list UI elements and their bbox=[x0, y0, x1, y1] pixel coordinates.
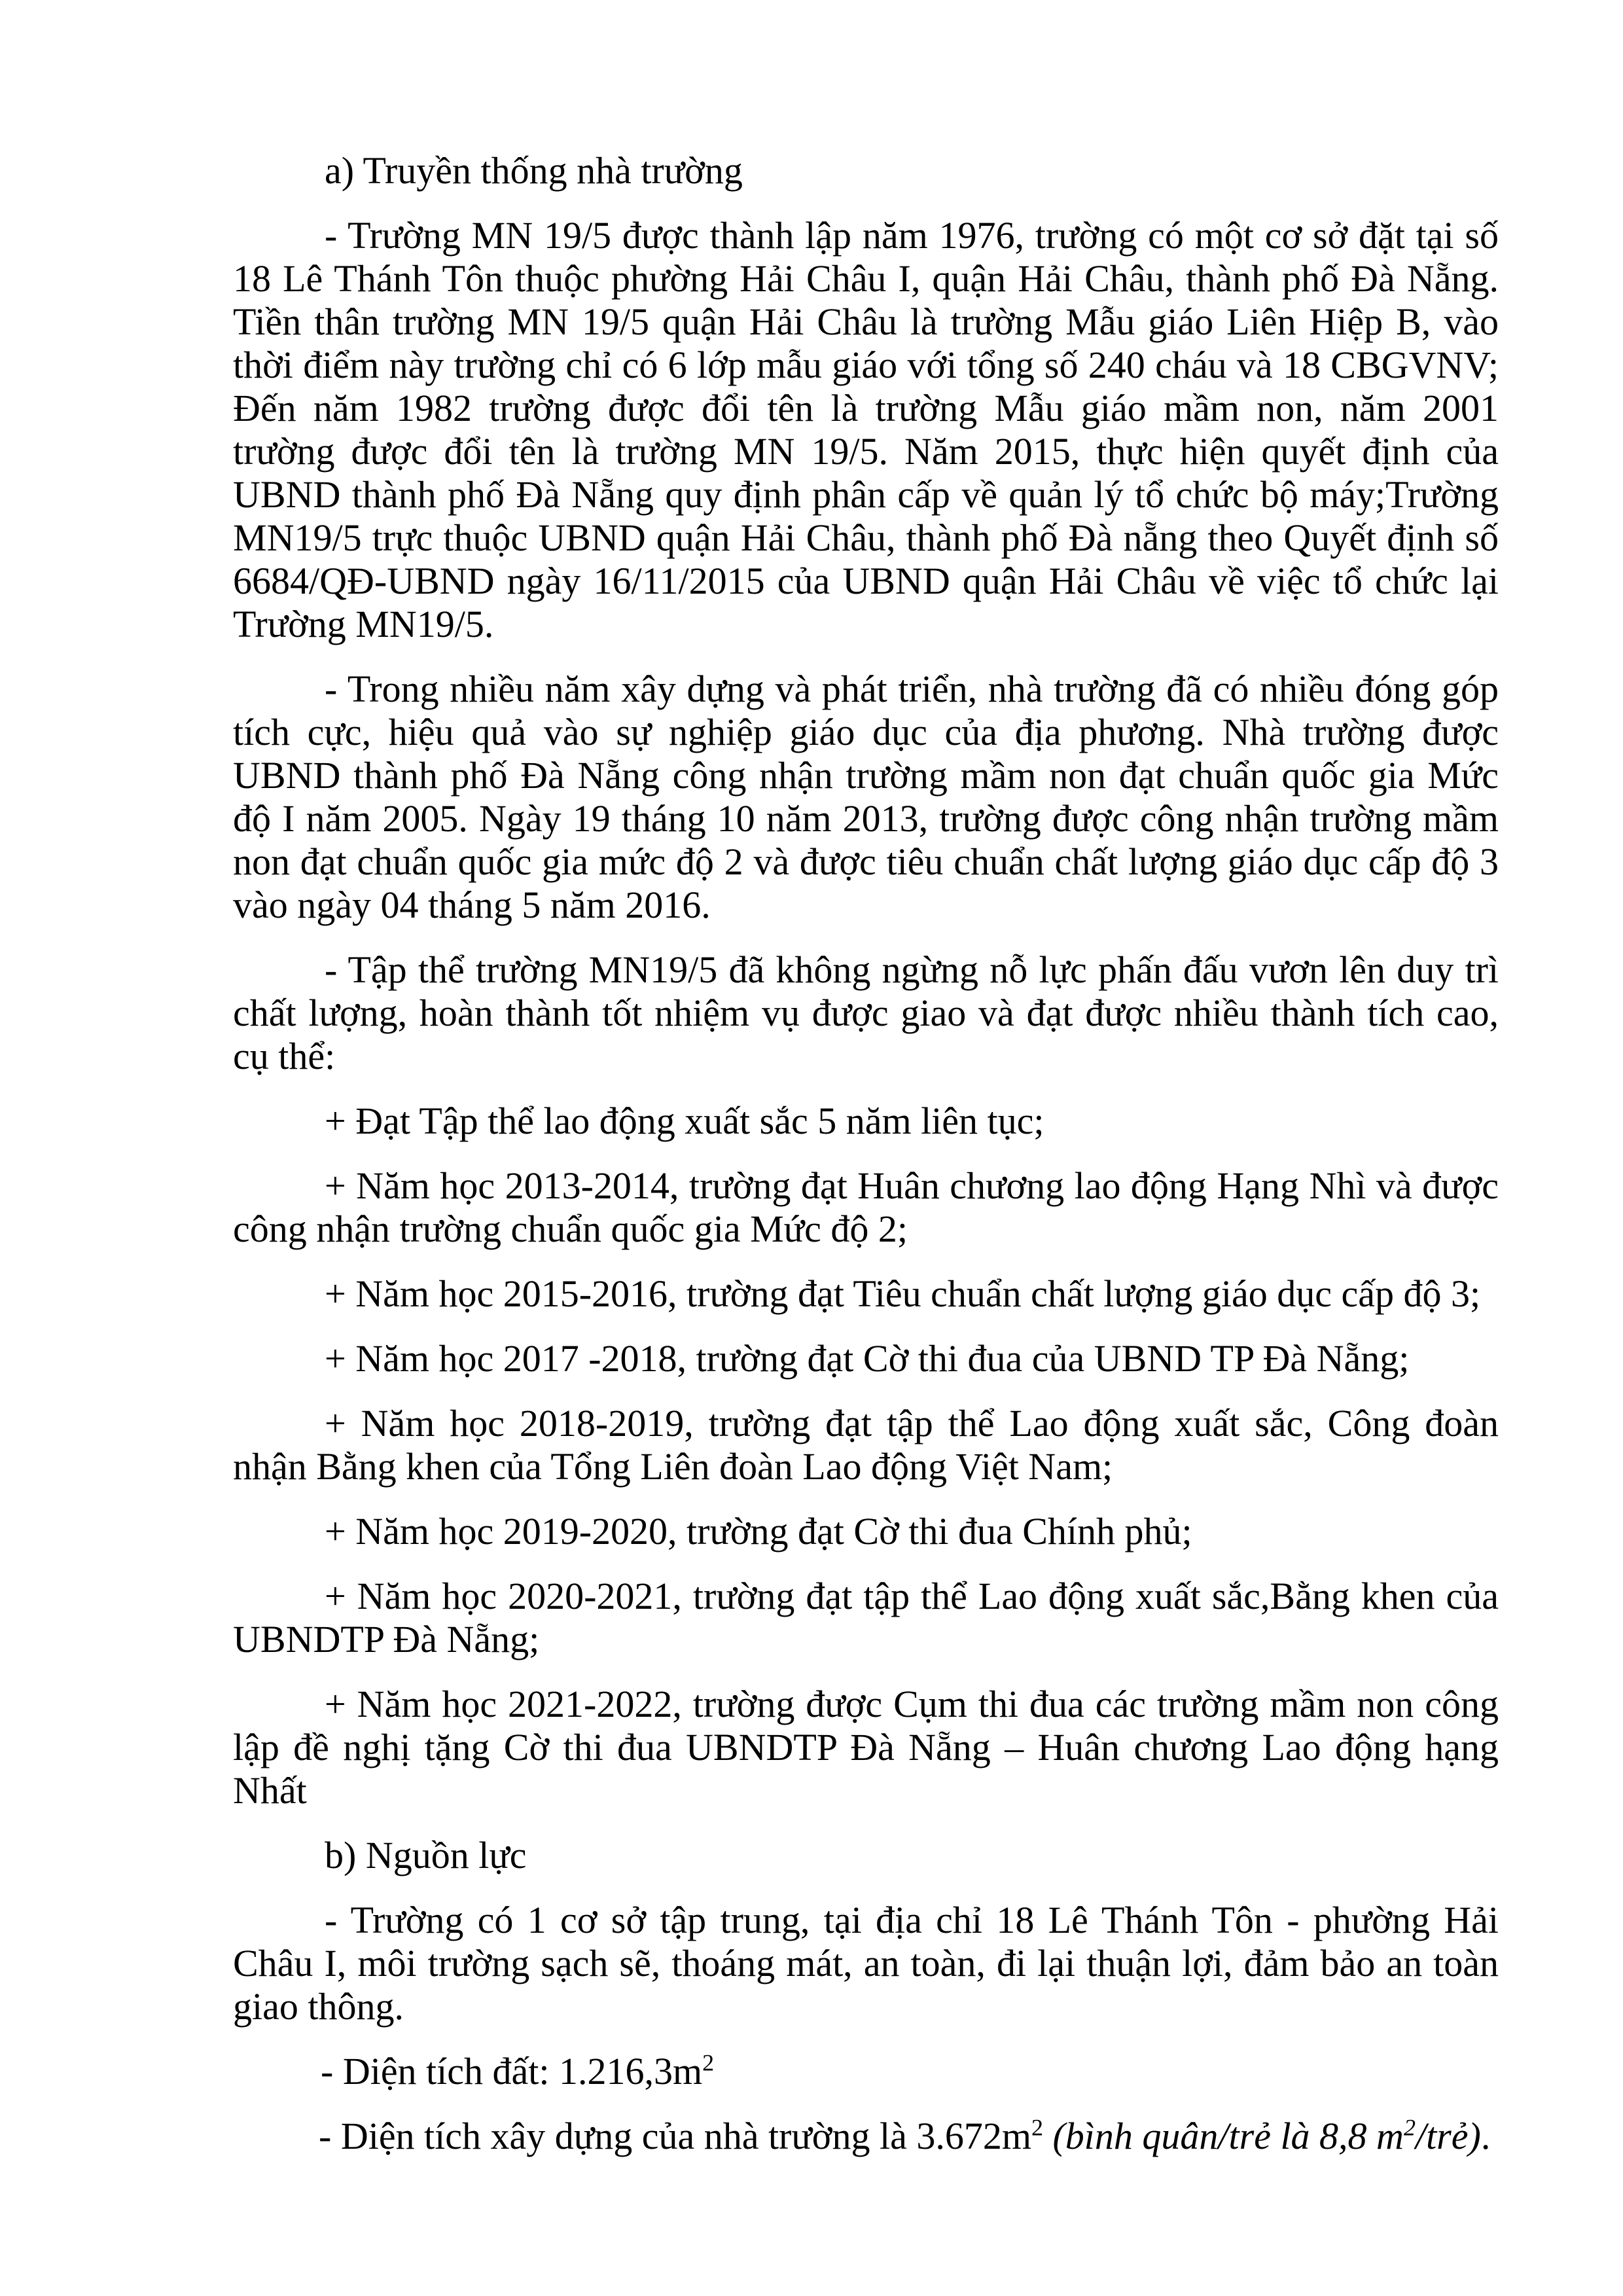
achievement-item: + Năm học 2020-2021, trường đạt tập thể Lao động xuất sắc,Bằng khen của UBNDTP Đà Nẵng; bbox=[233, 1575, 1499, 1660]
build-area-line bbox=[233, 2115, 1499, 2158]
achievement-item: + Năm học 2013-2014, trường đạt Huân chương lao động Hạng Nhì và được công nhận trường chuẩn quốc gia Mức độ 2; bbox=[233, 1164, 1499, 1250]
land-area-exponent: 2 bbox=[702, 2049, 715, 2076]
build-area-exponent: 2 bbox=[1031, 2114, 1043, 2141]
achievement-item: + Năm học 2021-2022, trường được Cụm thi đua các trường mầm non công lập đề nghị tặng Cờ thi đua UBNDTP Đà Nẵng – Huân chương Lao động hạng Nhất bbox=[233, 1683, 1499, 1812]
achievements-list bbox=[233, 1100, 1499, 1812]
section-b-heading: b) Nguồn lực bbox=[325, 1834, 527, 1876]
document-page bbox=[233, 149, 1499, 2179]
land-area-value: 1.216,3m bbox=[559, 2050, 703, 2092]
achievement-item: + Đạt Tập thể lao động xuất sắc 5 năm liên tục; bbox=[325, 1100, 1044, 1142]
achievement-item: + Năm học 2019-2020, trường đạt Cờ thi đua Chính phủ; bbox=[325, 1510, 1192, 1552]
achievements-intro-paragraph: - Tập thể trường MN19/5 đã không ngừng nỗ lực phấn đấu vươn lên duy trì chất lượng, hoàn thành tốt nhiệm vụ được giao và đạt được nhiều thành tích cao, cụ thể: bbox=[233, 948, 1499, 1077]
build-area-label: - Diện tích xây dựng của nhà trường là bbox=[319, 2115, 917, 2157]
achievement-item: + Năm học 2015-2016, trường đạt Tiêu chuẩn chất lượng giáo dục cấp độ 3; bbox=[325, 1272, 1481, 1315]
achievement-item: + Năm học 2017 -2018, trường đạt Cờ thi đua của UBND TP Đà Nẵng; bbox=[325, 1337, 1410, 1380]
land-area-line bbox=[233, 2050, 1499, 2093]
achievement-item: + Năm học 2018-2019, trường đạt tập thể Lao động xuất sắc, Công đoàn nhận Bằng khen của Tổng Liên đoàn Lao động Việt Nam; bbox=[233, 1402, 1499, 1488]
per-child-note-open: (bình quân/trẻ là 8,8 m bbox=[1043, 2115, 1404, 2157]
build-area-value: 3.672m bbox=[916, 2115, 1031, 2157]
land-area-label: - Diện tích đất: bbox=[321, 2050, 560, 2092]
per-child-note-exponent: 2 bbox=[1403, 2114, 1416, 2141]
history-paragraph: - Trường MN 19/5 được thành lập năm 1976, trường có một cơ sở đặt tại số 18 Lê Thánh Tôn thuộc phường Hải Châu I, quận Hải Châu, thành phố Đà Nẵng. Tiền thân trường MN 19/5 quận Hải Châu là trường Mẫu giáo Liên Hiệp B, vào thời điểm này trường chỉ có 6 lớp mẫu giáo với tổng số 240 cháu và 18 CBGVNV; Đến năm 1982 trường được đổi tên là trường Mẫu giáo mầm non, năm 2001 trường được đổi tên là trường MN 19/5. Năm 2015, thực hiện quyết định của UBND thành phố Đà Nẵng quy định phân cấp về quản lý tổ chức bộ máy;Trường MN19/5 trực thuộc UBND quận Hải Châu, thành phố Đà nẵng theo Quyết định số 6684/QĐ-UBND ngày 16/11/2015 của UBND quận Hải Châu về việc tổ chức lại Trường MN19/5. bbox=[233, 214, 1499, 645]
per-child-note-close: /trẻ) bbox=[1415, 2115, 1481, 2157]
build-area-end: . bbox=[1480, 2115, 1491, 2157]
per-child-note bbox=[1043, 2115, 1481, 2157]
resources-paragraph: - Trường có 1 cơ sở tập trung, tại địa chỉ 18 Lê Thánh Tôn - phường Hải Châu I, môi trường sạch sẽ, thoáng mát, an toàn, đi lại thuận lợi, đảm bảo an toàn giao thông. bbox=[233, 1899, 1499, 2028]
section-a-heading: a) Truyền thống nhà trường bbox=[325, 149, 743, 192]
development-paragraph: - Trong nhiều năm xây dựng và phát triển, nhà trường đã có nhiều đóng góp tích cực, hiệu quả vào sự nghiệp giáo dục của địa phương. Nhà trường được UBND thành phố Đà Nẵng công nhận trường mầm non đạt chuẩn quốc gia Mức độ I năm 2005. Ngày 19 tháng 10 năm 2013, trường được công nhận trường mầm non đạt chuẩn quốc gia mức độ 2 và được tiêu chuẩn chất lượng giáo dục cấp độ 3 vào ngày 04 tháng 5 năm 2016. bbox=[233, 668, 1499, 926]
